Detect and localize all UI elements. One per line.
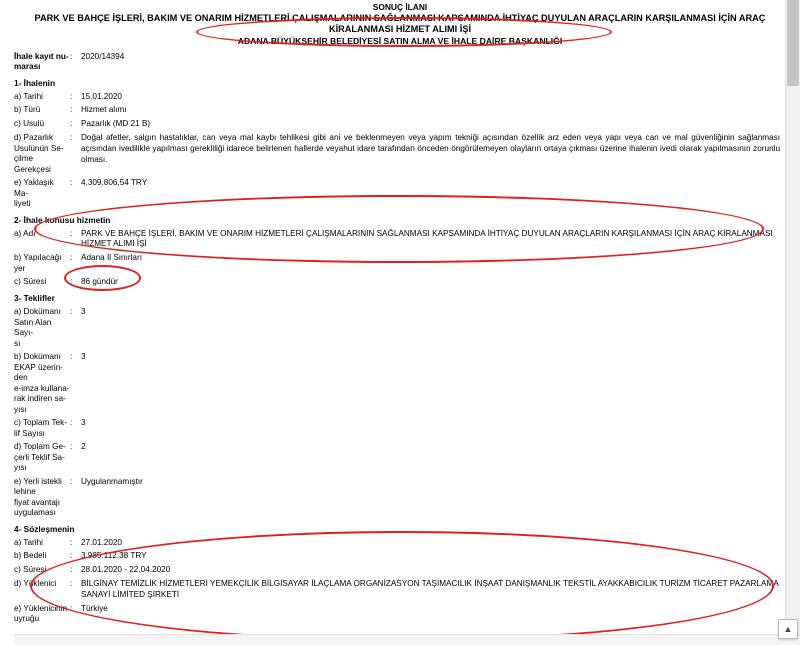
field-label: c) Toplam Tek- lif Sayısı [14,418,67,438]
field-toplam-gecerli-teklif-sayisi [14,442,782,474]
field-colon: : [70,352,73,362]
field-yuklenici [14,579,782,601]
field-value: Adana İl Sınırları [81,253,142,263]
section-heading-4: 4- Sözleşmenin [14,523,75,534]
field-ihale-turu [14,105,782,116]
field-yerli-istekli-fiyat-avantaji [14,477,782,519]
field-label: b) Yapılacağı yer [14,253,62,273]
field-colon: : [70,551,73,561]
field-value: 3.985.112,38 TRY [81,551,147,561]
field-label: e) Yüklenicinin uyruğu [14,603,68,624]
field-dokuman-satin-alan-sayisi [14,307,782,349]
section-heading-1: 1- İhalenin [14,77,56,88]
field-sozlesme-tarihi [14,538,782,549]
document-content [0,52,800,625]
field-label: b) Bedeli [14,551,47,561]
field-label: d) Pazarlık Usulünün Se- çilme Gerekçesi [14,133,64,174]
field-value: 28.01.2020 - 22.04.2020 [81,565,171,575]
field-sozlesme-suresi [14,565,782,576]
page-title: PARK VE BAHÇE İŞLERİ, BAKIM VE ONARIM HİZMETLERİ ÇALIŞMALARININ SAĞLANMASI KAPSAMINDA İHTİYAÇ DUYULAN ARAÇLARIN KARŞILANMASI İÇİN ARAÇ KİRALANMASI HİZMET ALIMI İŞİ [34,12,766,35]
field-yapilacagi-yer [14,253,782,274]
field-hizmet-suresi [14,277,782,288]
document-subtitle: ADANA BÜYÜKŞEHİR BELEDİYESİ SATIN ALMA VE İHALE DAİRE BAŞKANLIĞI [237,36,563,47]
field-label: c) Süresi [14,565,47,575]
field-value: 86 gündür [81,277,118,287]
field-colon: : [70,253,73,263]
field-sozlesme-bedeli [14,551,782,562]
field-value: BİLGİNAY TEMİZLİK HİZMETLERİ YEMEKÇİLİK BİLGİSAYAR İLAÇLAMA ORGANİZASYON TAŞIMACILIK İNŞAAT DANIŞMANLIK TEKSTİL AYAKKABICILIK TURİZM TİCARET PAZARLAMA SANAYİ LİMİTED ŞİRKETİ [81,579,779,599]
field-colon: : [70,91,73,101]
field-yuklenici-uyrugu [14,604,782,625]
field-label: b) Dokümanı EKAP üzerin- den e-imza kullana- rak indiren sa- yısı [14,352,70,414]
bottom-left-corner [0,629,14,645]
field-value: 2 [81,442,86,452]
scroll-up-icon: ▲ [783,624,793,634]
field-value: Uygulanmamıştır [81,476,143,486]
field-label: a) Tarihi [14,91,43,101]
bottom-strip [0,634,800,645]
field-label: e) Yerli istekli lehine fiyat avantajı uygulaması [14,476,62,518]
field-label: b) Türü [14,105,41,115]
field-ihale-usulu [14,119,782,130]
field-colon: : [70,579,73,589]
field-colon: : [70,133,73,143]
field-colon: : [70,537,73,547]
field-label: d) Toplam Ge- çerli Teklif Sa- yısı [14,442,66,473]
field-label: c) Süresi [14,277,47,287]
field-colon: : [70,565,73,575]
field-value: 2020/14394 [81,51,125,61]
field-value: 3 [81,352,86,362]
field-colon: : [70,307,73,317]
field-value: 3 [81,418,86,428]
field-pazarlik-gerekcesi [14,133,782,175]
field-hizmet-adi [14,229,782,251]
field-colon: : [70,476,73,486]
field-toplam-teklif-sayisi [14,418,782,439]
field-label: d) Yüklenici [14,579,57,589]
field-value: PARK VE BAHÇE İŞLERİ, BAKIM VE ONARIM HİZMETLERİ ÇALIŞMALARININ SAĞLANMASI KAPSAMINDA İHTİYAÇ DUYULAN ARAÇLARIN KARŞILANMASI İÇİN ARAÇ KİRALANMASI HİZMET ALIMI İŞİ [81,228,773,249]
field-value: 3 [81,307,86,317]
section-heading-2: 2- İhale konusu hizmetin [14,214,111,225]
field-colon: : [70,418,73,428]
field-colon: : [70,51,73,61]
field-label: c) Usulü [14,119,45,129]
field-value: Pazarlık (MD 21 B) [81,119,151,129]
vertical-scrollbar[interactable] [785,0,800,645]
field-value: 15.01.2020 [81,91,122,101]
field-colon: : [70,178,73,188]
field-label: a) Tarihi [14,537,43,547]
field-label: İhale kayıt nu- marası [14,51,69,72]
field-value: 4.309.806,54 TRY [81,178,148,188]
scrollbar-thumb[interactable] [787,0,799,86]
field-colon: : [70,603,73,613]
field-value: Doğal afetler, salgın hastalıklar, can veya mal kaybı tehlikesi gibi ani ve beklenmeyen veya yapım tekniği açısından özellik arz eden veya yapı veya can ve mal güvenliğinin sağlanması açısından ivedilikle yapılması gerekliliği idarece belirlenen hallerde veyahut idare tarafından önceden öngörülemeyen olayların ortaya çıkması üzerine ihalenin ivedi olarak yapılmasının zorunlu olması. [81,133,780,164]
field-yaklasik-maliyet [14,178,782,210]
field-value: Hizmet alımı [81,105,127,115]
field-label: a) Dokümanı Satın Alan Sayı- sı [14,307,61,348]
field-colon: : [70,228,73,238]
field-label: e) Yaklaşık Ma- liyeti [14,178,54,209]
field-colon: : [70,105,73,115]
field-colon: : [70,442,73,452]
section-heading-3: 3- Teklifler [14,293,55,304]
field-ekap-indiren-sayisi [14,352,782,415]
field-value: Türkiye [81,603,108,613]
field-colon: : [70,119,73,129]
field-value: 27.01.2020 [81,537,122,547]
scroll-to-top-button[interactable] [778,619,798,639]
field-registration-number [14,52,782,73]
field-colon: : [70,277,73,287]
field-label: a) Adı [14,228,36,238]
document-header: SONUÇ İLANI [372,2,428,12]
field-ihale-tarihi [14,92,782,103]
